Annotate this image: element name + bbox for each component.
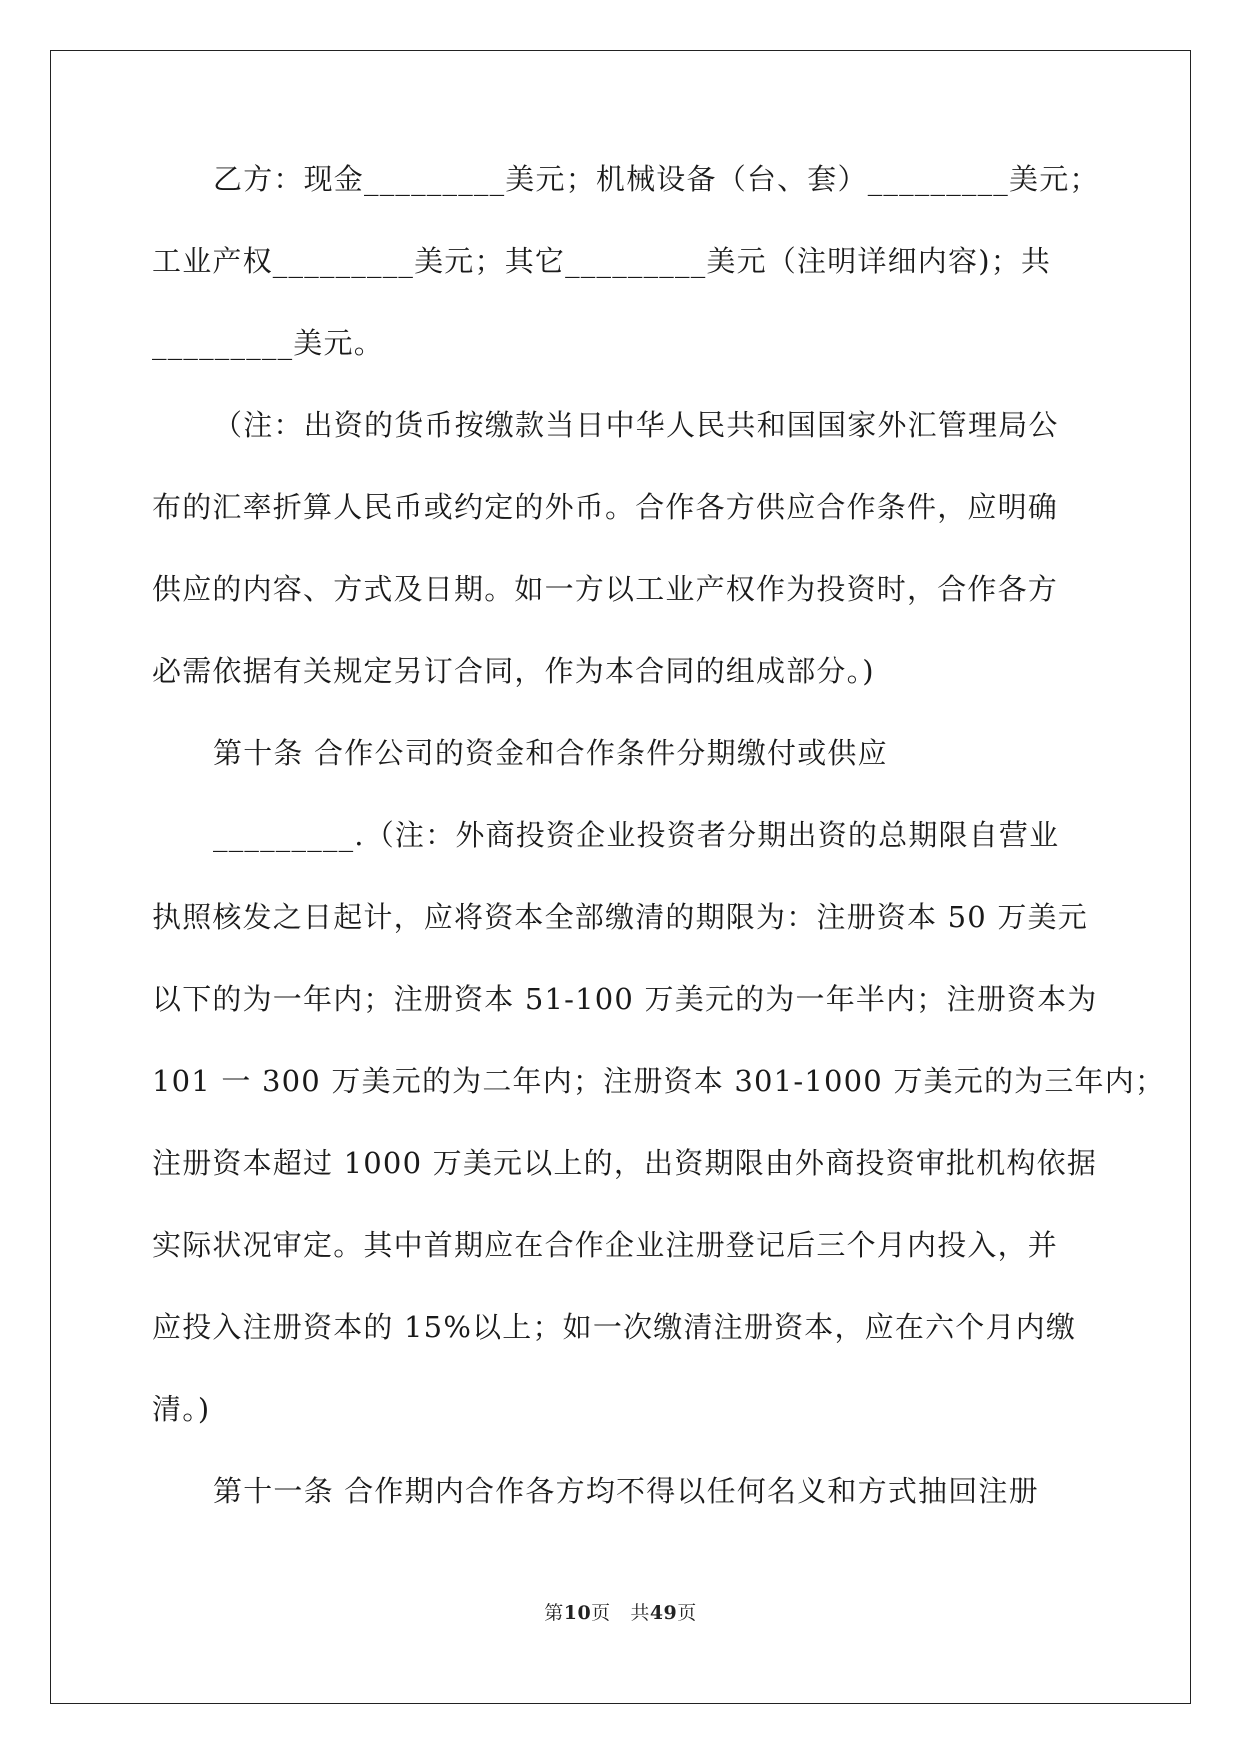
total-prefix: 共 bbox=[630, 1602, 650, 1624]
text-line: 布的汇率折算人民币或约定的外币。合作各方供应合作条件，应明确 bbox=[152, 490, 1059, 524]
text-line: 乙方：现金_________美元；机械设备（台、套）_________美元； bbox=[213, 162, 1100, 196]
total-suffix: 页 bbox=[677, 1602, 697, 1624]
text-line: 供应的内容、方式及日期。如一方以工业产权作为投资时，合作各方 bbox=[152, 572, 1059, 606]
page-prefix: 第 bbox=[544, 1602, 564, 1624]
text-line: 实际状况审定。其中首期应在合作企业注册登记后三个月内投入，并 bbox=[152, 1228, 1059, 1262]
text-line: 清。) bbox=[152, 1392, 211, 1426]
text-line: 必需依据有关规定另订合同，作为本合同的组成部分。) bbox=[152, 654, 875, 688]
article-heading: 第十条 合作公司的资金和合作条件分期缴付或供应 bbox=[213, 736, 888, 770]
text-line: （注：出资的货币按缴款当日中华人民共和国国家外汇管理局公 bbox=[213, 408, 1059, 442]
page-suffix: 页 bbox=[591, 1602, 611, 1624]
page-number: 10 bbox=[563, 1602, 592, 1624]
page-footer bbox=[0, 1598, 1241, 1625]
text-line: 以下的为一年内；注册资本 51-100 万美元的为一年半内；注册资本为 bbox=[152, 982, 1098, 1016]
text-line: 注册资本超过 1000 万美元以上的，出资期限由外商投资审批机构依据 bbox=[152, 1146, 1098, 1180]
text-line: 101 一 300 万美元的为二年内；注册资本 301-1000 万美元的为三年内； bbox=[152, 1064, 1166, 1098]
article-heading: 第十一条 合作期内合作各方均不得以任何名义和方式抽回注册 bbox=[213, 1474, 1039, 1508]
text-line: _________.（注：外商投资企业投资者分期出资的总期限自营业 bbox=[213, 818, 1060, 852]
text-line: 工业产权_________美元；其它_________美元（注明详细内容)；共 bbox=[152, 244, 1052, 278]
document-body bbox=[152, 161, 1166, 1555]
total-pages: 49 bbox=[649, 1602, 678, 1624]
text-line: _________美元。 bbox=[152, 326, 384, 360]
text-line: 执照核发之日起计，应将资本全部缴清的期限为：注册资本 50 万美元 bbox=[152, 900, 1088, 934]
text-line: 应投入注册资本的 15%以上；如一次缴清注册资本，应在六个月内缴 bbox=[152, 1310, 1077, 1344]
